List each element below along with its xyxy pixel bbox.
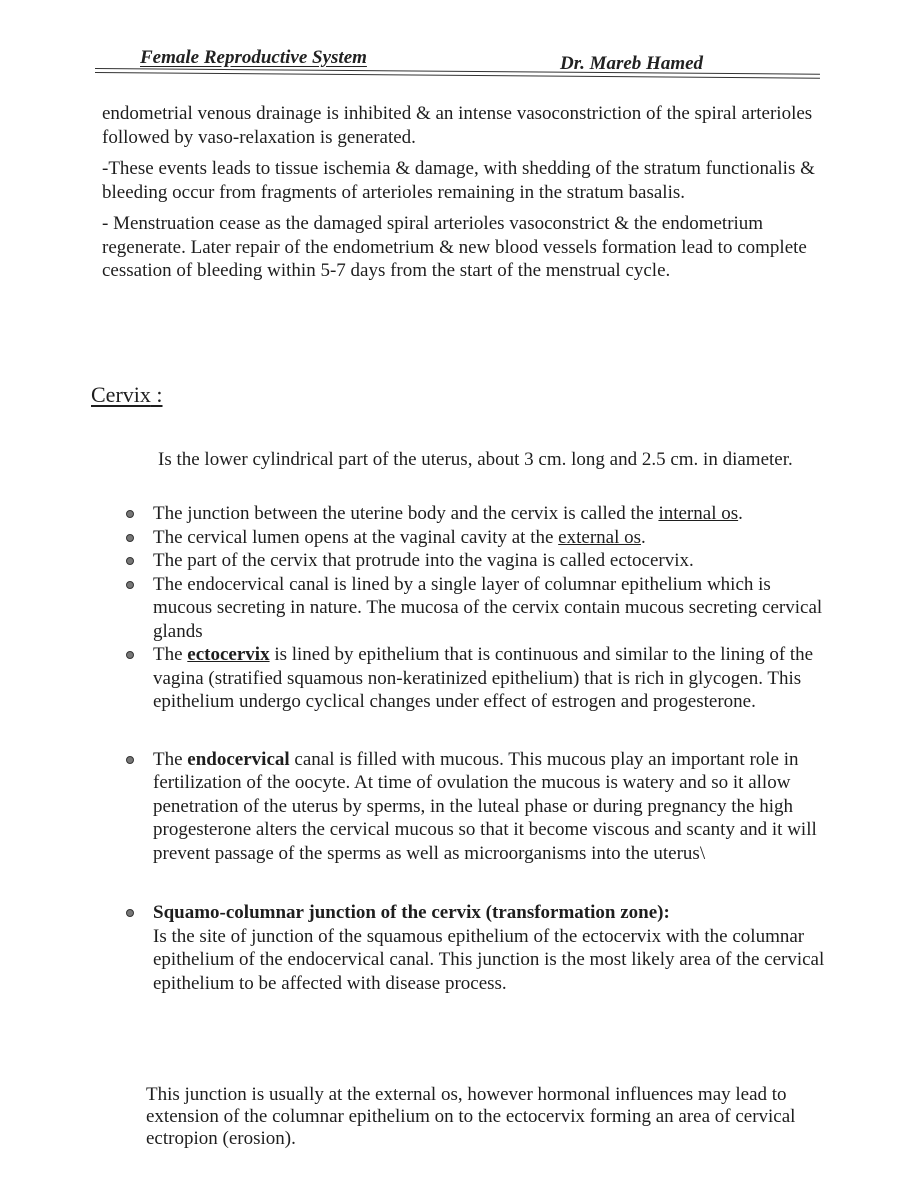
paragraph-ischemia: -These events leads to tissue ischemia & damage, with shedding of the stratum functionalis & bleeding occur from fragments of arterioles remaining in the stratum basalis.: [102, 158, 815, 203]
section-title-text: Cervix: [91, 382, 151, 407]
list-item: The endocervical canal is lined by a single layer of columnar epithelium which is mucous secreting in nature. The mucosa of the cervix contain mucous secreting cervical glands: [126, 573, 826, 644]
bullet-icon: [126, 557, 134, 565]
term-ectocervix: ectocervix: [187, 644, 270, 665]
term-endocervical: endocervical: [187, 748, 290, 770]
bullet-icon: [126, 651, 134, 659]
transformation-zone-heading: Squamo-columnar junction of the cervix (transformation zone):: [153, 902, 670, 923]
list-item: The endocervical canal is filled with mucous. This mucous play an important role in fertilization of the oocyte. At time of ovulation the mucous is watery and so it allow penetration of the uterus by sperms, in the luteal phase or during pregnancy the high progesterone alters the cervical mucous so that it become viscous and scanty and it will prevent passage of the sperms as well as microorganisms into the uterus\: [126, 748, 826, 866]
list-item: The part of the cervix that protrude into the vagina is called ectocervix.: [126, 549, 826, 573]
list-item: The junction between the uterine body and the cervix is called the internal os.: [126, 502, 826, 526]
paragraph-venous-drainage: endometrial venous drainage is inhibited & an intense vasoconstriction of the spiral arterioles followed by vaso-relaxation is generated.: [102, 103, 813, 148]
term-external-os: external os: [558, 526, 641, 548]
transformation-zone-text: Is the site of junction of the squamous epithelium of the ectocervix with the columnar epithelium of the endocervical canal. This junction is the most likely area of the cervical epithelium to be affected with disease process.: [153, 925, 825, 994]
section-title-colon: :: [150, 382, 163, 407]
intro-section: [102, 102, 832, 291]
list-item: The cervical lumen opens at the vaginal cavity at the external os.: [126, 526, 826, 550]
header-author: Dr. Mareb Hamed: [560, 53, 704, 74]
cervix-description: Is the lower cylindrical part of the uterus, about 3 cm. long and 2.5 cm. in diameter.: [158, 449, 793, 470]
list-item: The ectocervix is lined by epithelium that is continuous and similar to the lining of the vagina (stratified squamous non-keratinized epithelium) that is rich in glycogen. This epithelium undergo cyclical changes under effect of estrogen and progesterone.: [126, 643, 826, 714]
paragraph-menstruation-cease: - Menstruation cease as the damaged spiral arterioles vasoconstrict & the endometrium regenerate. Later repair of the endometrium & new blood vessels formation lead to complete cessation of bleeding within 5-7 days from the start of the menstrual cycle.: [102, 213, 807, 281]
paragraph-cervical-ectropion: This junction is usually at the external os, however hormonal influences may lead to extension of the columnar epithelium on to the ectocervix forming an area of cervical ectropion (erosion).: [146, 1084, 796, 1149]
bullet-icon: [126, 534, 134, 542]
section-title-cervix: [91, 382, 163, 408]
bullet-icon: [126, 756, 134, 764]
bullet-icon: [126, 909, 134, 917]
list-item: [126, 901, 826, 995]
cervix-bullet-list: [126, 502, 826, 995]
bullet-icon: [126, 510, 134, 518]
term-internal-os: internal os: [658, 503, 739, 524]
header-title: Female Reproductive System: [140, 47, 367, 68]
bullet-icon: [126, 581, 134, 589]
